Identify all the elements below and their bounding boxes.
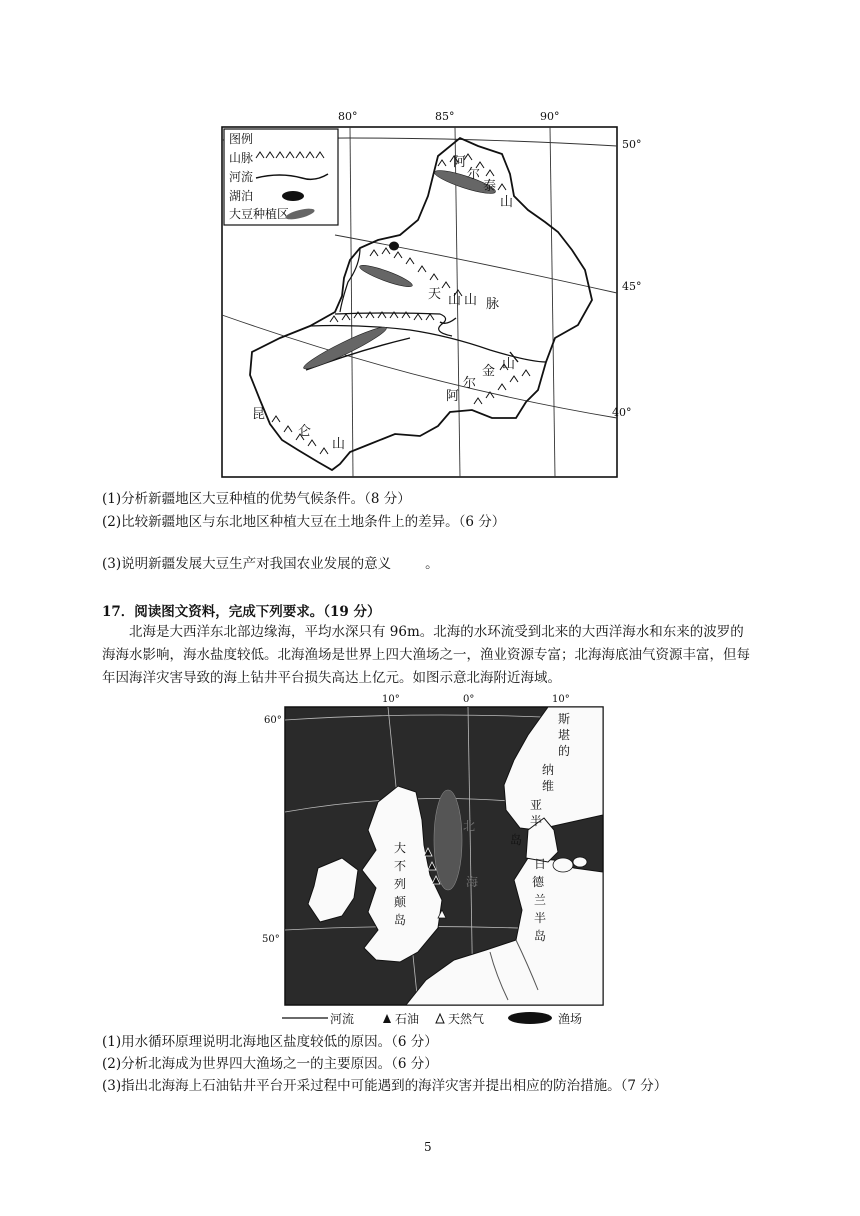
legend-soy-label: 大豆种植区 [229, 207, 290, 221]
label-jutland-2: 德 [532, 875, 545, 889]
q16-sub3-period: 。 [425, 556, 439, 572]
q17-sub2: (2)分析北海成为世界四大渔场之一的主要原因。（6 分） [102, 1056, 438, 1072]
label-britain-4: 颠 [394, 895, 407, 909]
label-jutland-5: 岛 [534, 929, 547, 943]
label-scand-8: 岛 [510, 833, 523, 847]
lon-80-label: 80° [338, 110, 358, 123]
label-scand-4: 纳 [542, 763, 555, 777]
label-kunlun-2: 仑 [298, 424, 312, 439]
label-tianshan-4: 脉 [486, 297, 500, 312]
label-altai-2: 尔 [467, 167, 481, 182]
soy-zone-tianshan-north [358, 262, 414, 291]
legend2-river-label: 河流 [330, 1012, 355, 1026]
legend-river-label: 河流 [229, 170, 254, 184]
legend-lake-symbol [282, 191, 304, 201]
q17-title: 17．阅读图文资料，完成下列要求。（19 分） [102, 604, 381, 620]
label-scand-5: 维 [542, 779, 555, 793]
label-britain-1: 大 [394, 841, 407, 855]
lon-10e-label: 10° [552, 694, 570, 705]
label-altun-2: 尔 [463, 376, 477, 391]
label-kunlun-1: 昆 [252, 407, 266, 422]
label-jutland-3: 兰 [534, 893, 547, 907]
legend2-fishery-symbol [508, 1012, 552, 1024]
q16-sub3 [102, 552, 439, 572]
legend2-fishery-label: 渔场 [558, 1012, 583, 1026]
north-sea-map [258, 690, 608, 1030]
q16-sub3-text: (3)说明新疆发展大豆生产对我国农业发展的意义 [102, 556, 392, 572]
label-scand-1: 斯 [558, 712, 571, 726]
legend-lake-label: 湖泊 [229, 189, 254, 203]
legend2-gas-symbol [436, 1014, 444, 1023]
label-altun-4: 山 [502, 357, 516, 372]
lat-50-label: 50° [622, 138, 642, 151]
lat-50-label: 50° [262, 934, 280, 945]
legend2-oil-symbol [383, 1014, 391, 1023]
legend2-oil-label: 石油 [395, 1012, 420, 1026]
label-scand-6: 亚 [530, 798, 543, 812]
lat-40-label: 40° [612, 406, 632, 419]
q16-sub2: (2)比较新疆地区与东北地区种植大豆在土地条件上的差异。（6 分） [102, 514, 506, 530]
label-tianshan-2: 山 [448, 293, 462, 308]
lake-mark [389, 242, 399, 251]
label-northsea-2: 海 [466, 875, 479, 889]
q17-sub1: (1)用水循环原理说明北海地区盐度较低的原因。（6 分） [102, 1034, 438, 1050]
lon-90-label: 90° [540, 110, 560, 123]
label-scand-2: 堪 [558, 728, 571, 742]
q17-sub3: (3)指出北海海上石油钻井平台开采过程中可能遇到的海洋灾害并提出相应的防治措施。（7 分） [102, 1078, 668, 1094]
lat-45-label: 45° [622, 280, 642, 293]
label-tianshan-1: 天 [428, 287, 442, 302]
xinjiang-map [210, 100, 660, 485]
label-altun-1: 阿 [446, 389, 460, 404]
label-scand-7: 半 [530, 814, 543, 828]
label-jutland-4: 半 [534, 911, 547, 925]
lon-85-label: 85° [435, 110, 455, 123]
lon-10w-label: 10° [382, 694, 400, 705]
lat-60-label: 60° [264, 715, 282, 726]
label-jutland-1: 日 [534, 857, 547, 871]
label-altai-3: 泰 [483, 179, 497, 194]
label-britain-3: 列 [394, 877, 407, 891]
q16-sub1: (1)分析新疆地区大豆种植的优势气候条件。（8 分） [102, 491, 411, 507]
label-altun-3: 金 [482, 364, 496, 379]
label-tianshan-3: 山 [464, 293, 478, 308]
fishery-zone [434, 790, 462, 890]
legend-title: 图例 [229, 132, 254, 146]
label-scand-3: 的 [558, 744, 571, 758]
soy-zone-tianshan-south [301, 322, 389, 373]
label-altai-4: 山 [500, 195, 514, 210]
label-kunlun-3: 山 [332, 437, 346, 452]
label-britain-5: 岛 [394, 913, 407, 927]
page-number: 5 [424, 1140, 432, 1154]
legend-mountain-label: 山脉 [229, 151, 254, 165]
legend2-gas-label: 天然气 [448, 1012, 485, 1026]
label-britain-2: 不 [394, 859, 407, 873]
q17-passage: 北海是大西洋东北部边缘海，平均水深只有 96m。北海的水环流受到北来的大西洋海水和东来的波罗的海海水影响，海水盐度较低。北海渔场是世界上四大渔场之一，渔业资源专富；北海海底油气资源丰富，但每年因海洋灾害导致的海上钻井平台损失高达上亿元。如图示意北海附近海域。 [102, 624, 750, 686]
lon-0-label: 0° [463, 694, 475, 705]
label-northsea-1: 北 [463, 819, 476, 833]
label-altai-1: 阿 [453, 155, 467, 170]
